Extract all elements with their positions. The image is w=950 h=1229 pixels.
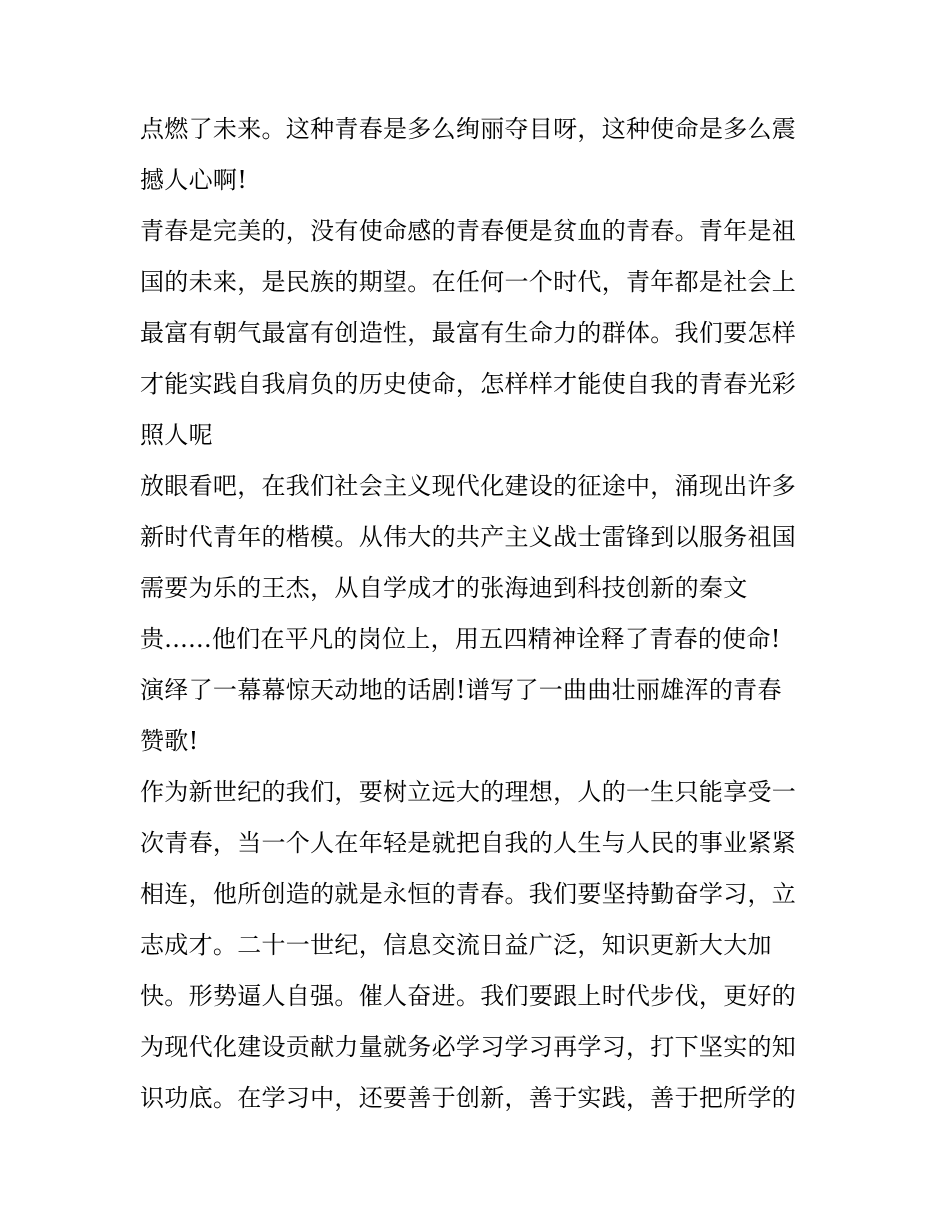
text-line: 才能实践自我肩负的历史使命，怎样样才能使自我的青春光彩 <box>140 370 797 398</box>
text-line: 新时代青年的楷模。从伟大的共产主义战士雷锋到以服务祖国 <box>140 523 797 551</box>
text-line: 相连，他所创造的就是永恒的青春。我们要坚持勤奋学习，立 <box>140 880 797 908</box>
text-line: 需要为乐的王杰，从自学成才的张海迪到科技创新的秦文 <box>140 574 748 602</box>
text-line: 识功底。在学习中，还要善于创新，善于实践，善于把所学的 <box>140 1084 797 1112</box>
text-line: 青春是完美的，没有使命感的青春便是贫血的青春。青年是祖 <box>140 217 797 245</box>
text-line: 照人呢 <box>140 421 213 449</box>
text-line: 点燃了未来。这种青春是多么绚丽夺目呀，这种使命是多么震 <box>140 115 797 143</box>
text-line: 快。形势逼人自强。催人奋进。我们要跟上时代步伐，更好的 <box>140 982 797 1010</box>
text-line: 作为新世纪的我们，要树立远大的理想，人的一生只能享受一 <box>140 778 797 806</box>
text-line: 演绎了一幕幕惊天动地的话剧!谱写了一曲曲壮丽雄浑的青春 <box>140 676 782 704</box>
text-line: 赞歌! <box>140 727 199 755</box>
text-line: 最富有朝气最富有创造性，最富有生命力的群体。我们要怎样 <box>140 319 797 347</box>
text-line: 放眼看吧，在我们社会主义现代化建设的征途中，涌现出许多 <box>140 472 797 500</box>
text-line: 次青春，当一个人在年轻是就把自我的人生与人民的事业紧紧 <box>140 829 797 857</box>
text-line: 国的未来，是民族的期望。在任何一个时代，青年都是社会上 <box>140 268 797 296</box>
text-line: 撼人心啊! <box>140 166 248 194</box>
text-line: 志成才。二十一世纪，信息交流日益广泛，知识更新大大加 <box>140 931 772 959</box>
text-line: 为现代化建设贡献力量就务必学习学习再学习，打下坚实的知 <box>140 1033 797 1061</box>
document-body <box>140 104 820 1124</box>
text-line: 贵......他们在平凡的岗位上，用五四精神诠释了青春的使命! <box>140 625 781 653</box>
